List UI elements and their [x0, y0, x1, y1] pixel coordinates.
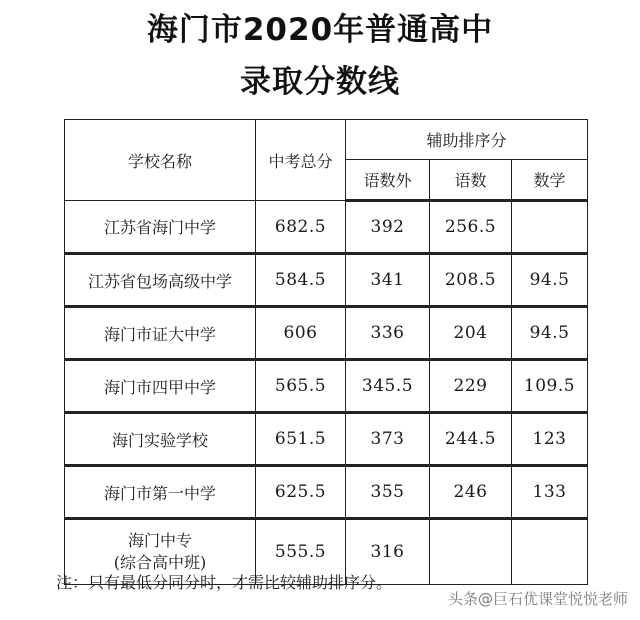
school-name: 海门市证大中学	[65, 307, 256, 360]
page-subtitle: 录取分数线	[240, 64, 400, 100]
header-math: 数学	[512, 159, 588, 200]
score-math: 123	[512, 413, 588, 466]
admission-score-table	[64, 119, 588, 585]
score-math: 94.5	[512, 254, 588, 307]
table-row	[65, 466, 588, 519]
school-name: 海门市第一中学	[65, 466, 256, 519]
school-name: 海门市四甲中学	[65, 360, 256, 413]
score-chinese-math-english: 373	[346, 413, 430, 466]
header-aux-sort-score: 辅助排序分	[346, 120, 588, 160]
total-score: 565.5	[256, 360, 346, 413]
score-chinese-math: 256.5	[430, 201, 512, 254]
score-chinese-math-english: 336	[346, 307, 430, 360]
school-name: 海门实验学校	[65, 413, 256, 466]
score-math: 94.5	[512, 307, 588, 360]
school-name-line2: (综合高中班)	[113, 553, 207, 572]
total-score: 584.5	[256, 254, 346, 307]
score-chinese-math-english: 355	[346, 466, 430, 519]
total-score: 651.5	[256, 413, 346, 466]
table-row	[65, 360, 588, 413]
score-math	[512, 201, 588, 254]
header-chinese-math: 语数	[430, 159, 512, 200]
score-chinese-math: 244.5	[430, 413, 512, 466]
page-title: 海门市2020年普通高中	[146, 12, 494, 48]
score-chinese-math: 208.5	[430, 254, 512, 307]
score-chinese-math: 246	[430, 466, 512, 519]
school-name: 江苏省海门中学	[65, 201, 256, 254]
header-school-name: 学校名称	[65, 120, 256, 201]
score-chinese-math: 204	[430, 307, 512, 360]
table-row	[65, 254, 588, 307]
total-score: 625.5	[256, 466, 346, 519]
table-row	[65, 413, 588, 466]
score-chinese-math-english: 392	[346, 201, 430, 254]
total-score: 606	[256, 307, 346, 360]
score-chinese-math: 229	[430, 360, 512, 413]
table-header-row	[65, 120, 588, 160]
school-name-line1: 海门中专	[127, 531, 192, 550]
total-score: 682.5	[256, 201, 346, 254]
score-chinese-math-english: 341	[346, 254, 430, 307]
header-total-score: 中考总分	[256, 120, 346, 201]
school-name: 江苏省包场高级中学	[65, 254, 256, 307]
header-chinese-math-english: 语数外	[346, 159, 430, 200]
score-math	[512, 519, 588, 585]
score-math: 109.5	[512, 360, 588, 413]
footnote: 注：只有最低分同分时，才需比较辅助排序分。	[56, 573, 393, 592]
score-chinese-math-english: 345.5	[346, 360, 430, 413]
score-chinese-math	[430, 519, 512, 585]
score-math: 133	[512, 466, 588, 519]
table-row	[65, 201, 588, 254]
total-score: 555.5	[256, 519, 346, 585]
table-row	[65, 307, 588, 360]
score-chinese-math-english: 316	[346, 519, 430, 585]
watermark: 头条@巨石优课堂悦悦老师	[447, 590, 628, 608]
